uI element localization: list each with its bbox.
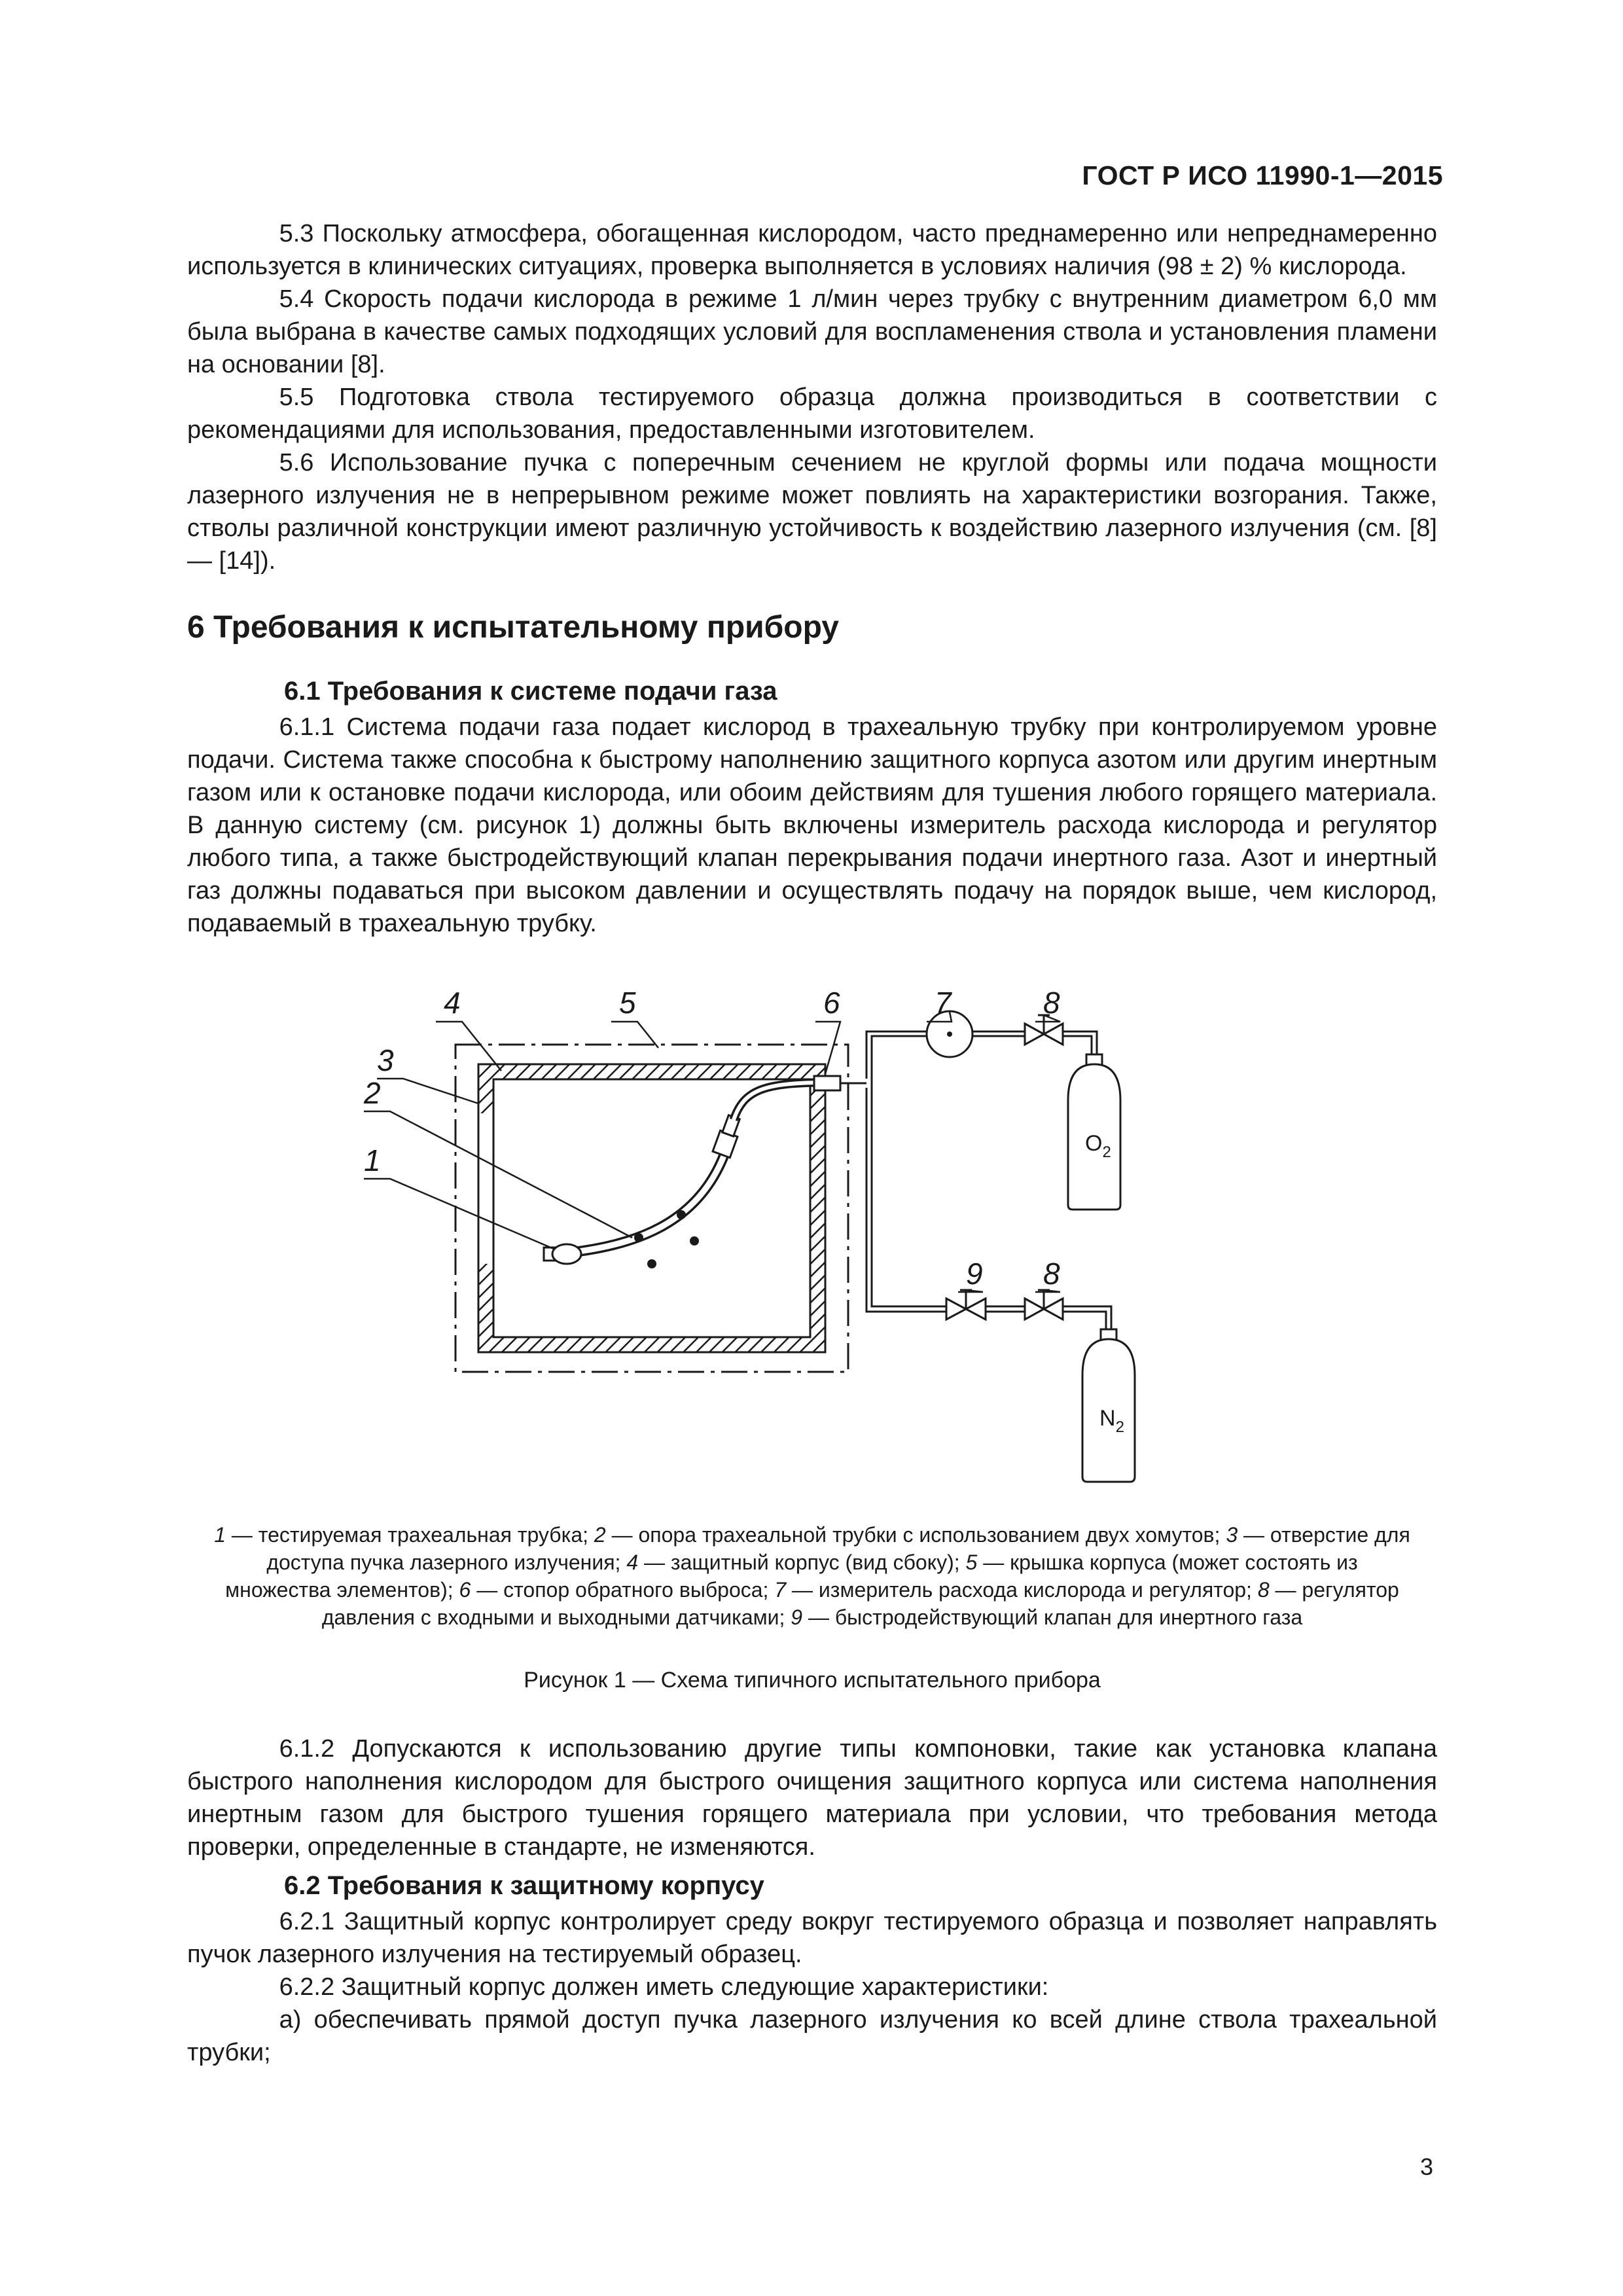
o2-label: $O_2$ [1085,1131,1111,1161]
tube-clamp [690,1236,699,1246]
section-6-1-title: 6.1 Требования к системе подачи газа [284,677,777,706]
paragraph-6-2-2: 6.2.2 Защитный корпус должен иметь следующие характеристики: [279,1973,1049,2001]
page-number: 3 [1419,2153,1433,2180]
figure-1-diagram [187,966,1437,1516]
legend-key: 2 [594,1523,606,1547]
tube-clamp [634,1233,643,1242]
document-code: ГОСТ Р ИСО 11990-1—2015 [1082,160,1443,190]
tube-clamp [677,1210,686,1219]
paragraph-5-4: 5.4 Скорость подачи кислорода в режиме 1 л/мин через трубку с внутренним диаметром 6,0 мм была выбрана в качестве самых подходящих условий для воспламенения ствола и установления пламени на основании [8]. [187,285,1437,378]
paragraph-5-6: 5.6 Использование пучка с поперечным сечением не круглой формы или подача мощности лазерного излучения не в непрерывном режиме может повлиять на характеристики возгорания. Также, стволы различной конструкции имеют различную устойчивость к воздействию лазерного излучения (см. [8] — [14]). [187,449,1437,575]
paragraph-6-2-1: 6.2.1 Защитный корпус контролирует среду вокруг тестируемого образца и позволяет направлять пучок лазерного излучения на тестируемый образец. [187,1908,1437,1968]
label-5: 5 [619,986,636,1020]
legend-text: — отверстие для доступа пучка лазерного излучения; [266,1523,1410,1574]
page-content [187,217,1437,2069]
apparatus-diagram [187,966,1437,1516]
enclosure-lid [455,1045,848,1372]
label-6: 6 [823,986,840,1020]
figure-caption: Рисунок 1 — Схема типичного испытательного прибора [524,1668,1101,1693]
n2-label: $N_2$ [1099,1406,1124,1436]
label-4: 4 [444,986,461,1020]
tube-clamp [647,1259,656,1268]
paragraph-5-3: 5.3 Поскольку атмосфера, обогащенная кислородом, часто преднамеренно или непреднамеренно используется в клинических ситуациях, проверка выполняется в условиях наличия (98 ± 2) % кислорода. [187,220,1437,280]
backflow-stopper [814,1076,840,1090]
legend-key: 7 [774,1578,787,1602]
label-8-n2: 8 [1043,1257,1060,1291]
paragraph-5-5: 5.5 Подготовка ствола тестируемого образца должна производиться в соответствии с рекомендациями для использования, предоставленными изготовителем. [187,384,1437,444]
legend-key: 4 [626,1551,639,1574]
legend-key: 1 [214,1523,226,1547]
section-6-title: 6 Требования к испытательному прибору [187,610,839,645]
pressure-regulator-n2 [1025,1290,1063,1319]
paragraph-6-2-2-a: а) обеспечивать прямой доступ пучка лазерного излучения ко всей длине ствола трахеальной трубки; [187,2006,1437,2066]
label-7: 7 [935,986,952,1020]
legend-key: 9 [791,1605,803,1629]
protective-enclosure [478,1064,825,1352]
label-9: 9 [966,1257,983,1291]
label-1: 1 [364,1143,381,1177]
paragraph-6-1-2: 6.1.2 Допускаются к использованию другие типы компоновки, такие как установка клапана быстрого наполнения кислородом для быстрого очищения защитного корпуса или система наполнения инертным газом для быстрого тушения горящего материала при условии, что требования метода проверки, определенные в стандарте, не изменяются. [187,1735,1437,1861]
legend-key: 8 [1257,1578,1270,1602]
legend-key: 6 [459,1578,471,1602]
legend-text: — защитный корпус (вид сбоку); [638,1551,966,1574]
paragraph-6-1-1: 6.1.1 Система подачи газа подает кислород в трахеальную трубку при контролируемом уровне подачи. Система также способна к быстрому наполнению защитного корпуса азотом или другим инертным газом или к остановке подачи кислорода, или обоим действиям для тушения любого горящего материала. В данную систему (см. рисунок 1) должны быть включены измеритель расхода кислорода и регулятор любого типа, а также быстродействующий клапан перекрывания подачи инертного газа. Азот и инертный газ должны подаваться при высоком давлении и осуществлять подачу на порядок выше, чем кислород, подаваемый в трахеальную трубку. [187,713,1437,937]
legend-text: — быстродействующий клапан для инертного газа [802,1605,1303,1629]
legend-text: — тестируемая трахеальная трубка; [226,1523,594,1547]
label-8-o2: 8 [1043,986,1060,1020]
label-3: 3 [377,1043,394,1077]
legend-key: 5 [965,1551,978,1574]
laser-access-opening [477,1113,495,1264]
legend-text: — регулятор давления с входными и выходными датчиками; [321,1578,1399,1629]
figure-legend [213,1521,1411,1631]
label-2: 2 [364,1076,381,1110]
legend-text: — опора трахеальной трубки с использованием двух хомутов; [605,1523,1226,1547]
legend-text: — стопор обратного выброса; [471,1578,775,1602]
inert-gas-quick-valve [946,1290,986,1319]
section-6-2-title: 6.2 Требования к защитному корпусу [284,1871,764,1900]
legend-text: — крышка корпуса (может состоять из множества элементов); [225,1551,1358,1602]
legend-text: — измеритель расхода кислорода и регулятор; [786,1578,1258,1602]
legend-key: 3 [1226,1523,1238,1547]
